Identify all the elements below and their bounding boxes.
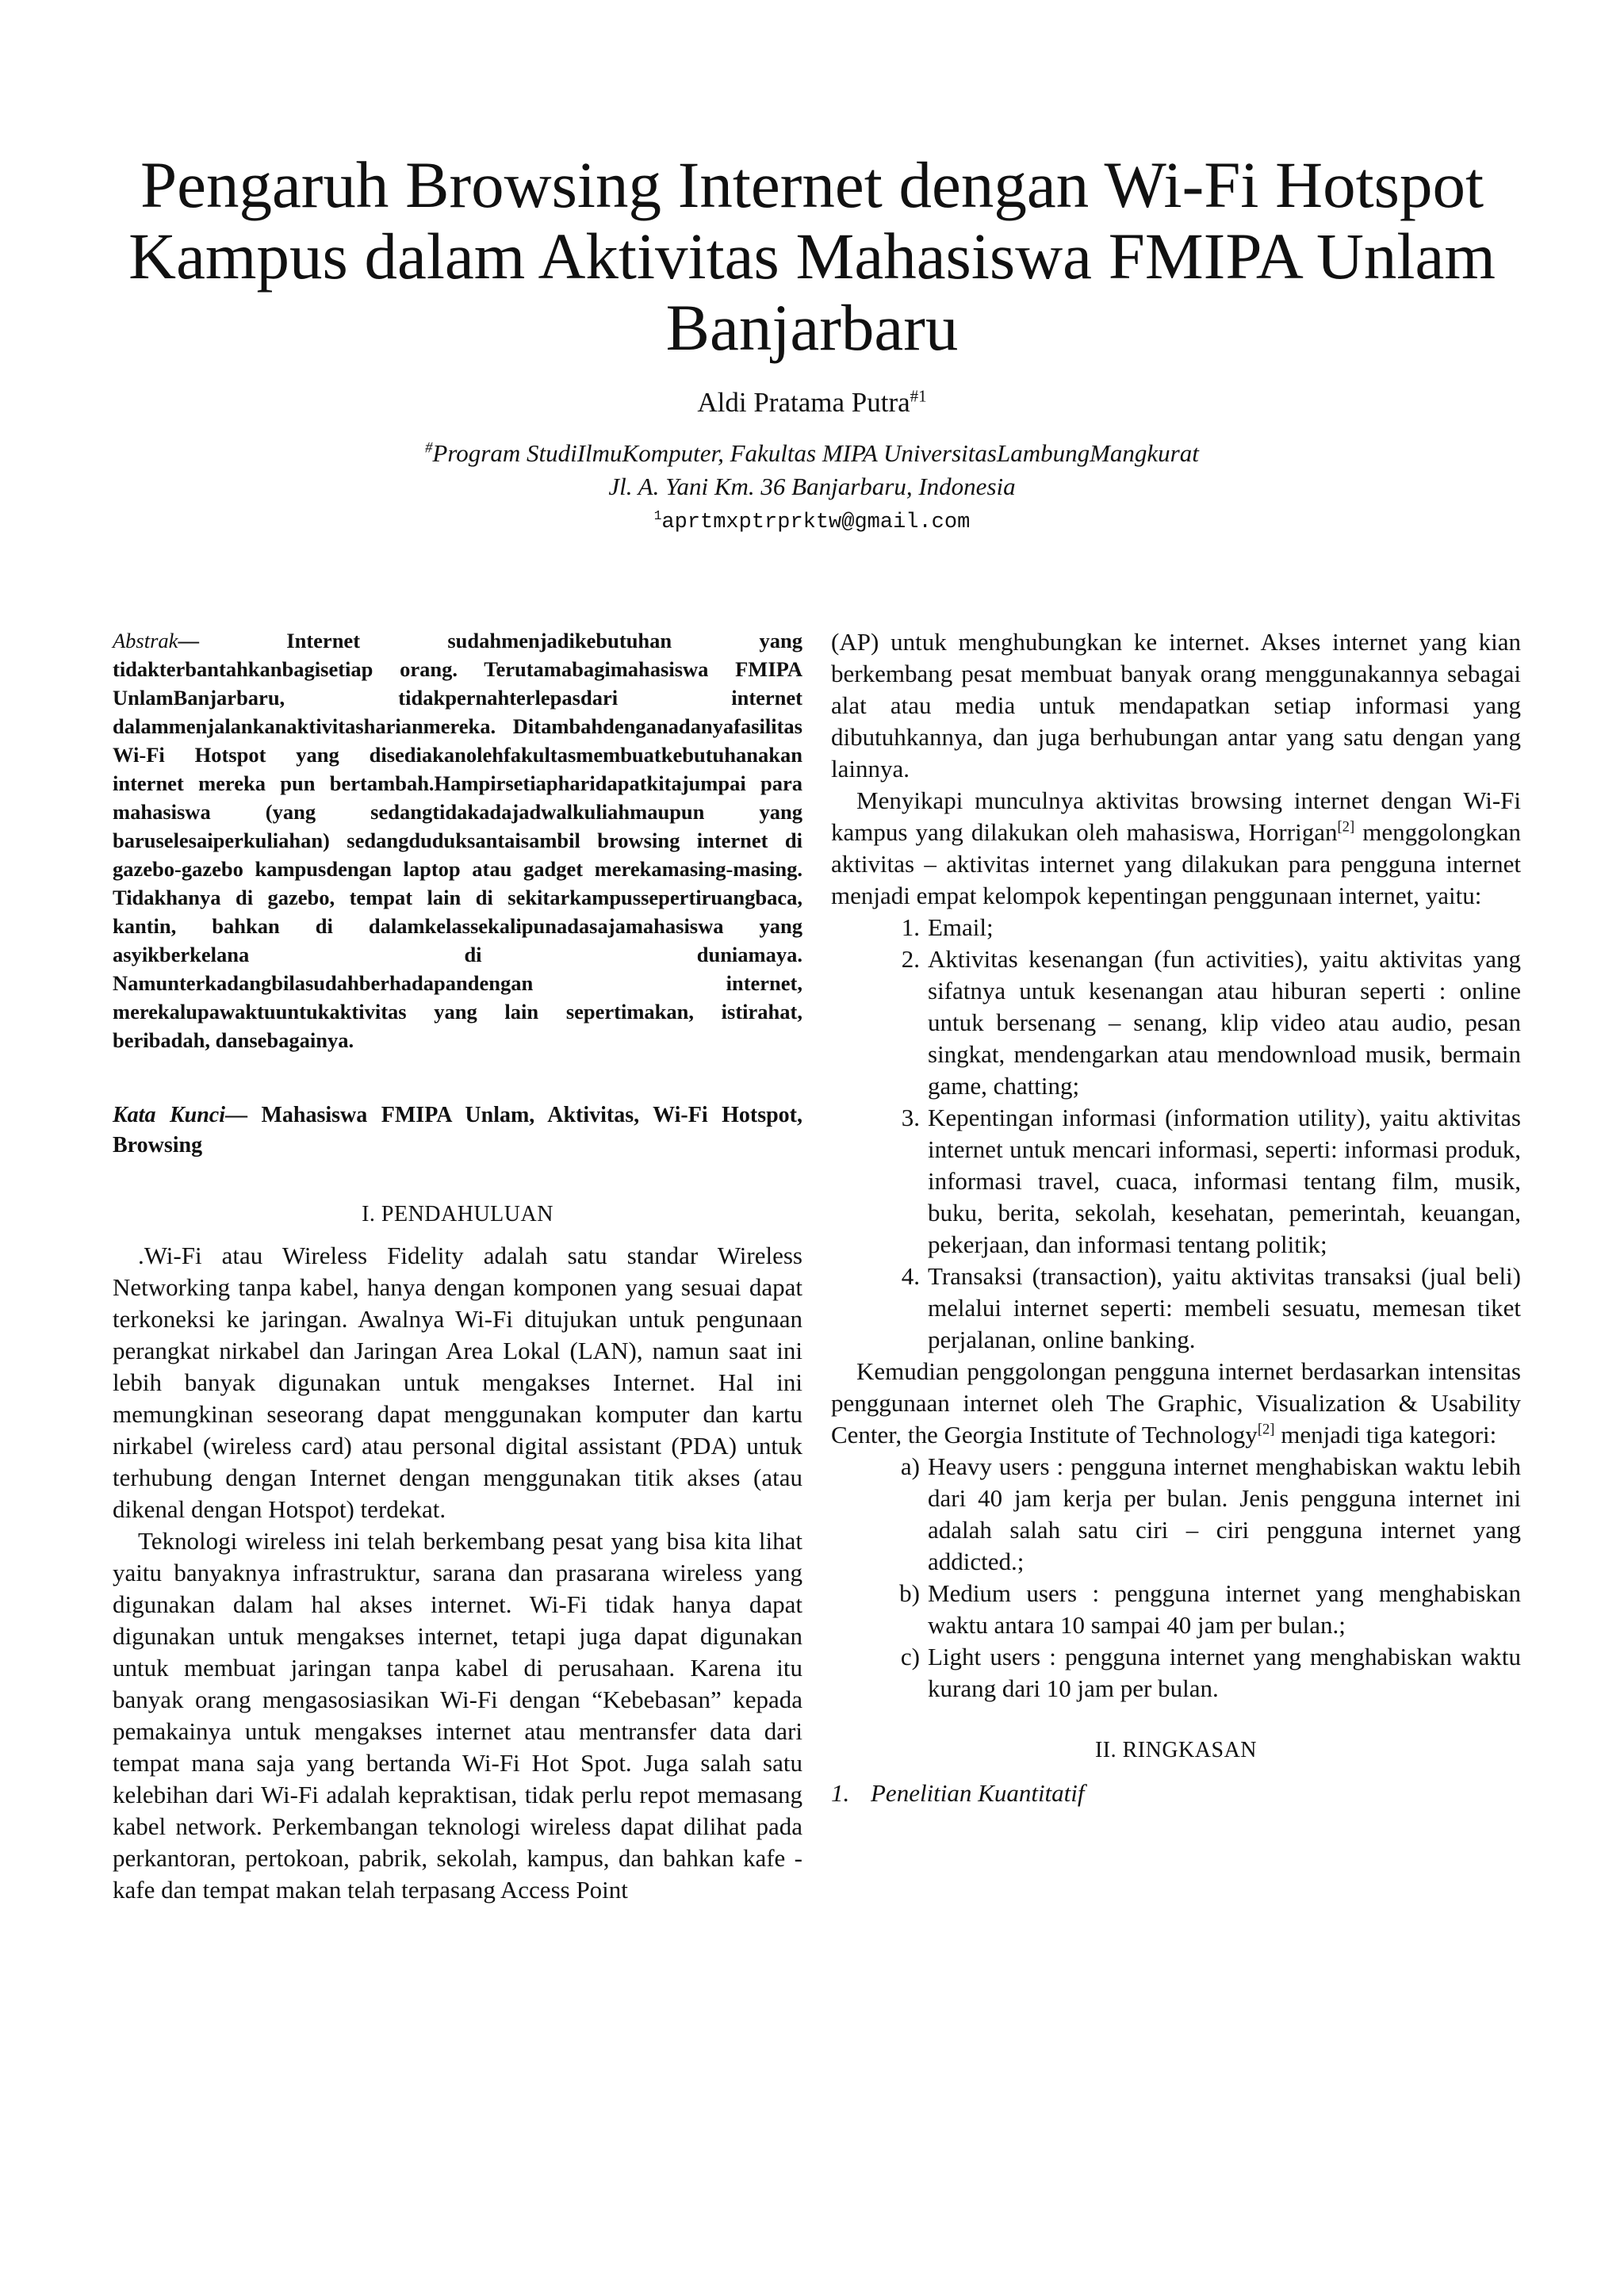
list-marker: 2.: [901, 945, 920, 973]
list-text: Heavy users : pengguna internet menghabiskan waktu lebih dari 40 jam kerja per bulan. Jenis pengguna internet ini adalah salah satu ciri – ciri pengguna internet yang addicted.;: [928, 1452, 1521, 1575]
abstract-text: Internet sudahmenjadikebutuhan yang tidakterbantahkanbagisetiap orang. Terutamabagimahasiswa FMIPA UnlamBanjarbaru, tidakpernahterlepasdari internet dalammenjalankanaktivitasharianmereka. Ditambahdenganadanyafasilitas Wi-Fi Hotspot yang disediakanolehfakultasmembuatkebutuhanakan internet mereka pun bertambah.Hampirsetiapharidapatkitajumpai para mahasiswa (yang sedangtidakadajadwalkuliahmaupun yang baruselesaiperkuliahan) sedangduduksantaisambil browsing internet di gazebo-gazebo kampusdengan laptop atau gadget merekamasing-masing. Tidakhanya di gazebo, tempat lain di sekitarkampussepertiruangbaca, kantin, bahkan di dalamkelassekalipunadasajamahasiswa yang asyikberkelana di duniamaya. Namunterkadangbilasudahberhadapandengan internet, merekalupawaktuuntukaktivitas yang lain sepertimakan, istirahat, beribadah, dansebagainya.: [113, 629, 802, 1052]
abstract: [113, 626, 802, 1054]
keywords-text: Mahasiswa FMIPA Unlam, Aktivitas, Wi-Fi Hotspot, Browsing: [113, 1103, 803, 1158]
list-marker: b): [899, 1579, 920, 1607]
paragraph: Teknologi wireless ini telah berkembang pesat yang bisa kita lihat yaitu banyaknya infrastruktur, sarana dan prasarana wireless yang digunakan dalam hal akses internet. Wi-Fi tidak hanya dapat digunakan untuk mengakses internet, tetapi juga dapat digunakan untuk membuat jaringan tanpa kabel di perusahaan. Karena itu banyak orang mengasosiasikan Wi-Fi dengan “Kebebasan” kepada pemakainya untuk mengakses internet atau mentransfer data dari tempat mana saja yang bertanda Wi-Fi Hot Spot. Juga salah satu kelebihan dari Wi-Fi adalah kepraktisan, tidak perlu repot memasang kabel network. Perkembangan teknologi wireless dapat dilihat pada perkantoran, pertokoan, pabrik, sekolah, kampus, dan bahkan kafe - kafe dan tempat makan telah terpasang Access Point: [113, 1527, 802, 1904]
list-item: [831, 1261, 1521, 1356]
list-text: Email;: [928, 913, 994, 941]
abstract-dash: —: [178, 629, 287, 652]
list-marker: 1.: [901, 913, 920, 941]
list-item: [831, 912, 1521, 943]
activity-list: [831, 912, 1521, 1356]
keywords: [113, 1100, 802, 1161]
paragraph-text: menggolongkan aktivitas – aktivitas internet yang dilakukan para pengguna internet menjadi empat kelompok kepentingan penggunaan internet, yaitu:: [831, 818, 1521, 909]
section-heading-ringkasan: II. RINGKASAN: [1094, 1738, 1258, 1762]
section-heading-pendahuluan: I. PENDAHULUAN: [362, 1202, 553, 1226]
paragraph-text: Kemudian penggolongan pengguna internet berdasarkan intensitas penggunaan internet oleh The Graphic, Visualization & Usability Center, the Georgia Institute of Technology: [831, 1357, 1521, 1448]
email-sup: 1: [653, 509, 662, 523]
list-text: Kepentingan informasi (information utility), yaitu aktivitas internet untuk mencari informasi, seperti: informasi produk, informasi travel, cuaca, informasi tentang film, musik, buku, berita, sekolah, kesehatan, pemerintah, keuangan, pekerjaan, dan informasi tentang politik;: [928, 1104, 1521, 1258]
affiliation-line-2: [0, 473, 1624, 501]
paragraph: .Wi-Fi atau Wireless Fidelity adalah satu standar Wireless Networking tanpa kabel, hanya dengan komponen yang sesuai dapat terkoneksi ke jaringan. Awalnya Wi-Fi ditujukan untuk pengunaan perangkat nirkabel dan Jaringan Area Lokal (LAN), namun saat ini lebih banyak digunakan untuk mengakses Internet. Hal ini memungkinan seseorang dapat menggunakan komputer dan kartu nirkabel (wireless card) atau personal digital assistant (PDA) untuk terhubung dengan Internet dengan menggunakan titik akses (atau dikenal dengan Hotspot) terdekat.: [113, 1242, 802, 1523]
list-marker: a): [900, 1452, 920, 1480]
affiliation-address: Jl. A. Yani Km. 36 Banjarbaru, Indonesia: [608, 473, 1016, 500]
subsection-heading: [831, 1777, 1521, 1809]
author-name: Aldi Pratama Putra: [697, 387, 910, 418]
list-item: [831, 1451, 1521, 1578]
title-line: Banjarbaru: [665, 291, 959, 364]
list-text: Medium users : pengguna internet yang menghabiskan waktu antara 10 sampai 40 jam per bulan.;: [928, 1579, 1521, 1639]
list-text: Aktivitas kesenangan (fun activities), yaitu aktivitas yang sifatnya untuk kesenangan atau hiburan seperti : online untuk bersenang – senang, klip video atau audio, pesan singkat, mendengarkan atau mendownload musik, bermain game, chatting;: [928, 945, 1521, 1100]
paragraph: [831, 1356, 1521, 1451]
keywords-label: Kata Kunci: [113, 1103, 225, 1127]
list-item: [831, 1641, 1521, 1705]
email-address: aprtmxptrprktw@gmail.com: [661, 511, 971, 534]
paragraph-text: menjadi tiga kategori:: [1274, 1421, 1497, 1448]
paragraph-text: Menyikapi munculnya aktivitas browsing internet dengan Wi-Fi kampus yang dilakukan oleh mahasiswa, Horrigan: [831, 786, 1521, 846]
list-marker: 4.: [901, 1262, 920, 1290]
list-marker: c): [900, 1643, 920, 1670]
list-item: [831, 1578, 1521, 1641]
list-text: Light users : pengguna internet yang menghabiskan waktu kurang dari 10 jam per bulan.: [928, 1643, 1521, 1702]
paragraph-continued: (AP) untuk menghubungkan ke internet. Akses internet yang kian berkembang pesat membuat banyak orang menggunakannya sebagai alat atau media untuk mendapatkan setiap informasi yang dibutuhkannya, dan juga berhubungan antar yang satu dengan yang lainnya.: [831, 628, 1521, 783]
citation: [2]: [1257, 1421, 1275, 1438]
abstract-label: Abstrak: [113, 629, 178, 652]
list-marker: 3.: [901, 1104, 920, 1131]
keywords-dash: —: [224, 1103, 262, 1127]
author-sup: #1: [910, 386, 927, 406]
left-column: [113, 626, 802, 1906]
author-email: [0, 511, 1624, 534]
user-category-list: [831, 1451, 1521, 1705]
paper-title: [95, 149, 1529, 363]
list-item: [831, 1102, 1521, 1261]
right-column: [831, 626, 1521, 1809]
paragraph: [831, 785, 1521, 912]
affiliation-text: Program StudiIlmuKomputer, Fakultas MIPA UniversitasLambungMangkurat: [432, 439, 1199, 467]
list-text: Transaksi (transaction), yaitu aktivitas transaksi (jual beli) melalui internet seperti: membeli sesuatu, memesan tiket perjalanan, online banking.: [928, 1262, 1521, 1353]
citation: [2]: [1337, 818, 1355, 836]
list-item: [831, 943, 1521, 1102]
affiliation-sup: #: [425, 439, 433, 457]
title-line: Kampus dalam Aktivitas Mahasiswa FMIPA Unlam: [128, 220, 1496, 293]
subsection-title: Penelitian Kuantitatif: [871, 1779, 1085, 1807]
author-line: [0, 387, 1624, 419]
subsection-number: 1.: [831, 1779, 850, 1807]
title-line: Pengaruh Browsing Internet dengan Wi-Fi Hotspot: [140, 148, 1484, 221]
affiliation-line-1: [0, 439, 1624, 468]
